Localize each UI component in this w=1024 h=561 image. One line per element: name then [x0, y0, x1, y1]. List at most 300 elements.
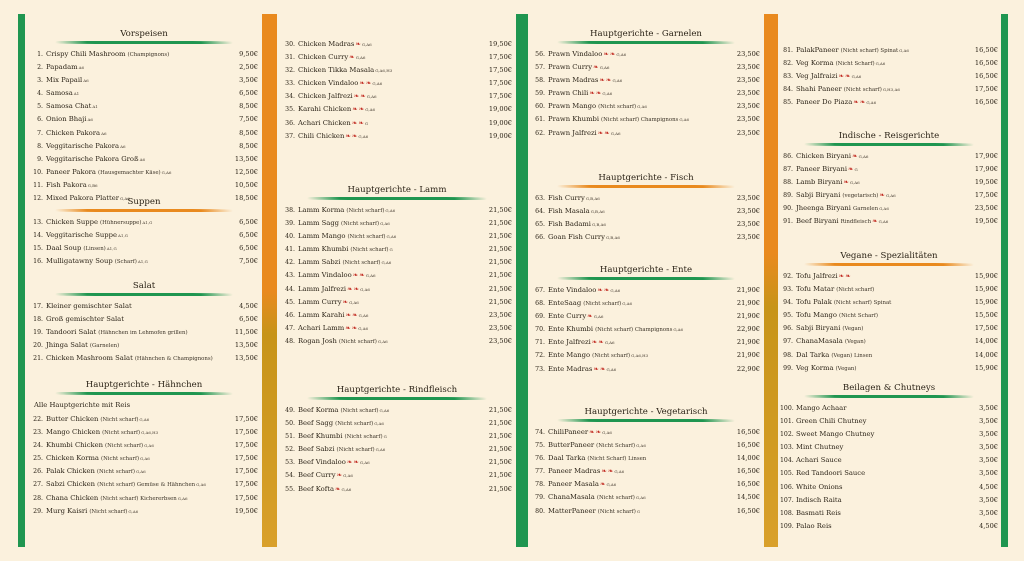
menu-item [30, 255, 258, 268]
item-price: 16,50€ [974, 59, 998, 68]
orange-strip-1 [262, 14, 277, 547]
item-number: 53. [285, 459, 295, 467]
item-price: 21,90€ [736, 312, 760, 321]
menu-item [30, 127, 258, 140]
menu-item [282, 90, 512, 103]
item-note: (Hähnchen & Champignons) [134, 356, 213, 363]
item-number: 58. [535, 77, 545, 85]
allergen-codes: G,A6 [343, 473, 353, 479]
item-number: 67. [535, 287, 545, 294]
menu-item [780, 57, 998, 70]
item-number: 86. [783, 153, 793, 160]
item-name: Prawn Jalfrezi [548, 128, 597, 137]
item-name: Paneer Masala [548, 480, 599, 489]
allergen-codes: G,A6 [196, 482, 206, 488]
allergen-codes: G,A6 [679, 117, 690, 123]
item-price: 3,50€ [979, 469, 998, 478]
item-price: 7,50€ [239, 115, 258, 124]
item-price: 3,50€ [979, 456, 998, 465]
chili-pepper-icon: ❧ [597, 128, 604, 137]
chili-pepper-icon: ❧ [349, 53, 355, 62]
menu-section [532, 264, 760, 376]
item-price: 21,50€ [488, 219, 512, 228]
section-title: Indische - Reisgerichte [838, 131, 940, 141]
menu-item [780, 83, 998, 96]
item-name: Prawn Madras [548, 76, 599, 85]
item-price: 17,50€ [974, 85, 998, 94]
item-number: 5. [37, 103, 43, 111]
chili-pepper-icon: ❧ [853, 98, 859, 107]
section-title: Hauptgerichte - Vegetarisch [584, 407, 708, 417]
item-name: Rogan Josh [298, 336, 337, 345]
item-note: (Nicht Scharf) [596, 443, 636, 450]
item-name: Lamm Curry [298, 297, 342, 306]
item-note: (Hühnersuppe) [100, 220, 142, 226]
allergen-codes: G,A6 [140, 456, 150, 462]
menu-item [30, 352, 258, 365]
allergen-codes: G,A6 [380, 221, 390, 227]
item-number: 66. [535, 234, 545, 242]
item-name: Chicken Suppe [46, 218, 98, 226]
item-price: 6,50€ [239, 244, 258, 253]
chili-pepper-icon: ❧ [353, 458, 359, 467]
item-name: Beef Vindaloo [298, 458, 346, 467]
menu-item [282, 456, 512, 469]
menu-item [780, 270, 998, 283]
item-price: 23,50€ [736, 194, 760, 202]
item-price: 19,50€ [234, 506, 258, 515]
allergen-codes: G,A6 [593, 314, 604, 320]
allergen-codes: G [854, 167, 858, 173]
item-name: Butter Chicken [46, 415, 99, 423]
item-name: Prawn Khumbi [548, 115, 600, 124]
item-number: 20. [33, 342, 43, 350]
item-name: Fish Pakora [46, 180, 87, 189]
menu-item [282, 230, 512, 243]
item-number: 22. [33, 416, 43, 423]
menu-item [780, 163, 998, 176]
chili-pepper-icon: ❧ [599, 364, 606, 373]
allergen-codes: G,A6 [128, 508, 139, 514]
chili-pepper-icon: ❧ [843, 178, 849, 187]
item-name: Ente Mango [548, 351, 591, 360]
item-note: (Nicht scharf) [102, 430, 141, 437]
allergen-codes: A6 [78, 65, 85, 71]
item-price: 16,50€ [736, 480, 760, 489]
item-price: 23,50€ [736, 220, 760, 229]
item-name: White Onions [796, 482, 843, 491]
item-price: 22,90€ [736, 364, 760, 373]
allergen-codes: G,A6 [602, 430, 612, 435]
allergen-codes: G,A6 [386, 234, 397, 240]
menu-item [282, 404, 512, 417]
menu-item [780, 96, 998, 109]
item-price: 3,50€ [979, 430, 998, 439]
menu-item [532, 113, 760, 126]
item-name: Tofu Mango [796, 311, 837, 320]
menu-item [780, 322, 998, 335]
allergen-codes: G,A6,H3 [141, 430, 159, 436]
item-price: 23,50€ [736, 102, 760, 111]
item-price: 3,50€ [239, 76, 258, 85]
item-name: Beef Korma [298, 406, 339, 414]
item-number: 77. [535, 468, 545, 476]
menu-item [30, 326, 258, 339]
item-name: Chana Chicken [46, 493, 99, 502]
chili-pepper-icon: ❧ [355, 40, 361, 48]
chili-pepper-icon: ❧ [848, 165, 854, 174]
item-number: 63. [535, 195, 545, 202]
menu-item [282, 283, 512, 296]
allergen-codes: G,A6 [885, 193, 896, 199]
item-price: 16,50€ [974, 72, 998, 81]
menu-item [532, 192, 760, 205]
item-number: 60. [535, 103, 545, 111]
item-number: 15. [33, 245, 43, 253]
item-number: 3. [37, 77, 43, 85]
item-name: Beef Biryani [796, 217, 839, 226]
allergen-codes: G,A6 [875, 61, 886, 67]
item-name: Paneer Pakora [46, 167, 96, 176]
menu-section [282, 384, 512, 496]
menu-item [532, 205, 760, 218]
item-number: 34. [285, 93, 295, 101]
item-number: 78. [535, 481, 545, 489]
menu-item [780, 335, 998, 348]
menu-item [780, 176, 998, 189]
item-name: Achari Sauce [796, 456, 842, 465]
item-note: (Nicht scharf) [100, 456, 140, 463]
item-name: Prawn Mango [548, 102, 597, 111]
item-price: 19,00€ [488, 131, 512, 140]
menu-item [30, 505, 258, 518]
item-price: 16,50€ [736, 441, 760, 450]
item-number: 43. [285, 272, 295, 280]
item-number: 83. [783, 73, 793, 81]
item-number: 8. [37, 142, 43, 150]
item-number: 100. [780, 405, 794, 412]
item-note: (Nicht scharf) Kichererbsen [100, 495, 177, 502]
item-number: 108. [780, 509, 794, 517]
item-number: 88. [783, 179, 793, 187]
menu-item [780, 296, 998, 309]
item-price: 17,50€ [974, 324, 998, 333]
item-price: 6,50€ [239, 218, 258, 226]
menu-item [532, 452, 760, 465]
item-name: Crispy Chili Mashroom [46, 50, 126, 58]
item-price: 17,50€ [488, 66, 512, 75]
menu-item [30, 216, 258, 229]
chili-pepper-icon: ❧ [872, 217, 878, 226]
item-price: 17,50€ [234, 493, 258, 502]
item-number: 56. [535, 51, 545, 58]
item-number: 54. [285, 472, 295, 480]
menu-item [780, 467, 998, 480]
menu-item [532, 491, 760, 504]
item-number: 72. [535, 352, 545, 360]
item-number: 21. [33, 355, 43, 363]
item-name: Ente Curry [548, 312, 587, 321]
item-name: Lamm Jalfrezi [298, 284, 347, 293]
menu-section [780, 44, 998, 109]
item-name: Tofu Palak [796, 298, 832, 307]
menu-column-1 [30, 14, 258, 547]
item-number: 92. [783, 273, 793, 280]
item-price: 21,50€ [488, 297, 512, 306]
item-name: Sabzi Chicken [46, 480, 96, 489]
item-price: 21,50€ [488, 471, 512, 480]
chili-pepper-icon: ❧ [601, 467, 607, 476]
allergen-codes: G,A6 [602, 91, 613, 97]
item-number: 99. [783, 364, 793, 372]
item-name: Daal Soup [46, 244, 82, 253]
menu-item [30, 339, 258, 352]
menu-item [532, 87, 760, 100]
item-number: 104. [780, 457, 794, 465]
allergen-codes: G,A6,H3 [631, 353, 649, 359]
chili-pepper-icon: ❧ [597, 286, 603, 294]
allergen-codes: G,A6 [606, 366, 617, 372]
allergen-codes: G,A6 [636, 443, 646, 449]
item-number: 76. [535, 455, 545, 463]
item-name: Beef Khumbi [298, 432, 343, 441]
item-name: Goan Fish Curry [548, 233, 605, 242]
menu-item [532, 218, 760, 231]
item-price: 21,50€ [488, 271, 512, 280]
item-number: 18. [33, 316, 43, 324]
item-name: Achari Lamm [298, 323, 345, 332]
item-number: 11. [33, 181, 43, 189]
allergen-codes: A1 [92, 104, 98, 110]
menu-item [780, 520, 998, 533]
allergen-codes: G,A6 [375, 447, 386, 453]
section-title: Hauptgerichte - Lamm [347, 185, 447, 195]
item-price: 11,50€ [234, 328, 258, 337]
item-number: 35. [285, 106, 295, 114]
item-number: 2. [37, 64, 43, 72]
chili-pepper-icon: ❧ [352, 271, 359, 280]
item-name: Lamm Khumbi [298, 245, 349, 254]
menu-item [780, 70, 998, 83]
allergen-codes: G,A6 [866, 100, 877, 106]
item-price: 21,50€ [488, 484, 512, 493]
item-note: (Nicht scharf) [100, 417, 139, 423]
menu-section [532, 28, 760, 140]
item-name: Papadam [46, 63, 78, 72]
menu-section [532, 406, 760, 518]
menu-item [532, 349, 760, 362]
menu-item [780, 349, 998, 362]
item-note: (Hausgemachter Käse) [97, 169, 161, 176]
allergen-codes: G,A6 [161, 169, 172, 175]
item-number: 84. [783, 86, 793, 94]
item-name: Khumbi Chicken [46, 441, 104, 450]
item-price: 23,50€ [736, 115, 760, 124]
left-green-strip [18, 14, 25, 547]
item-number: 19. [33, 329, 43, 337]
allergen-codes: G [364, 120, 369, 126]
allergen-codes: G,A6 [144, 443, 154, 449]
item-number: 59. [535, 90, 545, 98]
menu-item [532, 363, 760, 376]
section-intro: Alle Hauptgerichte mit Reis [34, 401, 131, 409]
item-price: 17,50€ [234, 415, 258, 423]
item-number: 38. [285, 207, 295, 214]
item-note: (Nicht scharf) [105, 443, 144, 450]
item-number: 109. [780, 522, 794, 530]
menu-item [532, 284, 760, 297]
item-number: 55. [285, 485, 295, 493]
allergen-codes: G,A6 [361, 42, 372, 47]
item-price: 21,50€ [488, 258, 512, 267]
menu-item [532, 478, 760, 491]
item-number: 98. [783, 351, 793, 359]
item-price: 4,50€ [979, 482, 998, 491]
allergen-codes: G,A6 [377, 338, 388, 344]
orange-strip-2 [764, 14, 778, 547]
allergen-codes: G,A6 [635, 495, 646, 501]
item-name: Veggitarische Pakora Groß [46, 154, 139, 163]
item-price: 19,00€ [488, 118, 512, 127]
chili-pepper-icon: ❧ [599, 76, 605, 85]
chili-pepper-icon: ❧ [589, 89, 595, 98]
item-price: 17,50€ [974, 191, 998, 200]
item-number: 30. [285, 41, 295, 48]
item-name: Tofu Matar [796, 285, 835, 294]
item-name: Red Tandoori Sauce [796, 469, 866, 478]
item-name: ChanaMasala [796, 337, 843, 346]
item-note: (Nicht scharf) [347, 234, 386, 241]
item-note: (Nicht Scharf) Linsen [587, 456, 647, 463]
menu-item [282, 117, 512, 130]
section-title: Hauptgerichte - Rindfleisch [336, 385, 458, 395]
allergen-codes: G,A6 [614, 469, 625, 475]
section-swash [804, 143, 974, 146]
allergen-codes: G,A6 [365, 273, 376, 279]
menu-item [30, 478, 258, 491]
menu-section [30, 280, 258, 365]
item-name: Mulligatawny Soup [46, 257, 113, 266]
item-name: Mango Achaar [796, 404, 847, 412]
chili-pepper-icon: ❧ [609, 50, 616, 58]
chili-pepper-icon: ❧ [345, 310, 352, 319]
item-number: 95. [783, 312, 793, 320]
item-name: Beef Curry [298, 471, 336, 480]
item-price: 17,50€ [234, 480, 258, 489]
item-number: 85. [783, 99, 793, 107]
item-number: 103. [780, 444, 794, 452]
allergen-codes: G [389, 247, 393, 253]
item-price: 3,50€ [979, 508, 998, 517]
menu-item [282, 443, 512, 456]
chili-pepper-icon: ❧ [351, 131, 358, 140]
chili-pepper-icon: ❧ [336, 471, 343, 480]
menu-item [532, 439, 760, 452]
item-name: Daal Tarka [548, 454, 586, 463]
item-number: 37. [285, 132, 295, 140]
item-price: 9,50€ [239, 50, 258, 58]
item-name: Palao Reis [796, 521, 832, 530]
menu-item [30, 87, 258, 100]
item-name: Mint Chutney [796, 443, 844, 452]
menu-item [282, 217, 512, 230]
menu-item [30, 426, 258, 439]
chili-pepper-icon: ❧ [345, 131, 351, 140]
menu-item [532, 310, 760, 323]
menu-item [30, 48, 258, 61]
item-price: 6,50€ [239, 89, 258, 98]
item-name: Samosa Chat [46, 102, 92, 111]
item-price: 21,90€ [736, 338, 760, 347]
item-note: (Nicht scharf) [346, 208, 385, 214]
menu-column-2 [282, 14, 512, 547]
item-price: 3,50€ [979, 417, 998, 426]
menu-item [30, 113, 258, 126]
menu-item [282, 296, 512, 309]
item-price: 7,50€ [239, 257, 258, 266]
section-title: Vegane - Spezialitäten [840, 251, 938, 261]
item-name: Ente Vindaloo [548, 286, 597, 294]
item-name: Mix Papail [46, 76, 83, 85]
allergen-codes: G,A6 [374, 421, 384, 427]
item-name: Basmati Reis [796, 508, 841, 517]
item-note: (Hähnchen im Lehmofen grillen) [98, 330, 188, 337]
chili-pepper-icon: ❧ [351, 323, 358, 332]
section-swash [55, 392, 233, 395]
menu-item [30, 140, 258, 153]
item-number: 73. [535, 365, 545, 373]
item-note: (Nicht scharf) Champignons [595, 327, 673, 334]
allergen-codes: G,A6 [899, 48, 909, 53]
item-note: (Nicht scharf) [350, 247, 389, 254]
allergen-codes: G [636, 508, 641, 514]
menu-item [780, 283, 998, 296]
chili-pepper-icon: ❧ [359, 271, 365, 280]
item-name: Shahi Paneer [796, 85, 842, 94]
item-number: 62. [535, 129, 545, 137]
item-price: 21,50€ [488, 284, 512, 293]
item-number: 17. [33, 303, 43, 310]
menu-item [282, 103, 512, 116]
allergen-codes: G,A6,H3 [375, 68, 393, 74]
item-price: 16,50€ [974, 98, 998, 107]
item-name: Chicken Pakora [46, 128, 101, 137]
item-name: Prawn Curry [548, 63, 593, 72]
menu-item [30, 413, 258, 426]
item-number: 41. [285, 246, 295, 254]
item-number: 23. [33, 429, 43, 437]
allergen-codes: G,A6 [606, 482, 617, 488]
item-note: Rindfleisch [840, 219, 872, 226]
chili-pepper-icon: ❧ [593, 63, 599, 72]
allergen-codes: A6 [120, 143, 126, 149]
chili-pepper-icon: ❧ [604, 128, 610, 137]
allergen-codes: G,A6 [372, 81, 383, 87]
allergen-codes: G,A6 [135, 469, 146, 475]
item-price: 3,50€ [979, 404, 998, 412]
item-name: Ente Jalfrezi [548, 338, 591, 347]
chili-pepper-icon: ❧ [359, 79, 365, 88]
item-number: 69. [535, 313, 545, 321]
item-number: 26. [33, 468, 43, 476]
item-number: 57. [535, 64, 545, 72]
item-price: 16,50€ [736, 428, 760, 436]
item-price: 8,50€ [239, 128, 258, 137]
item-number: 52. [285, 446, 295, 454]
item-price: 18,50€ [234, 194, 258, 203]
item-name: MatterPaneer [548, 506, 596, 515]
allergen-codes: A1,G [118, 233, 128, 239]
